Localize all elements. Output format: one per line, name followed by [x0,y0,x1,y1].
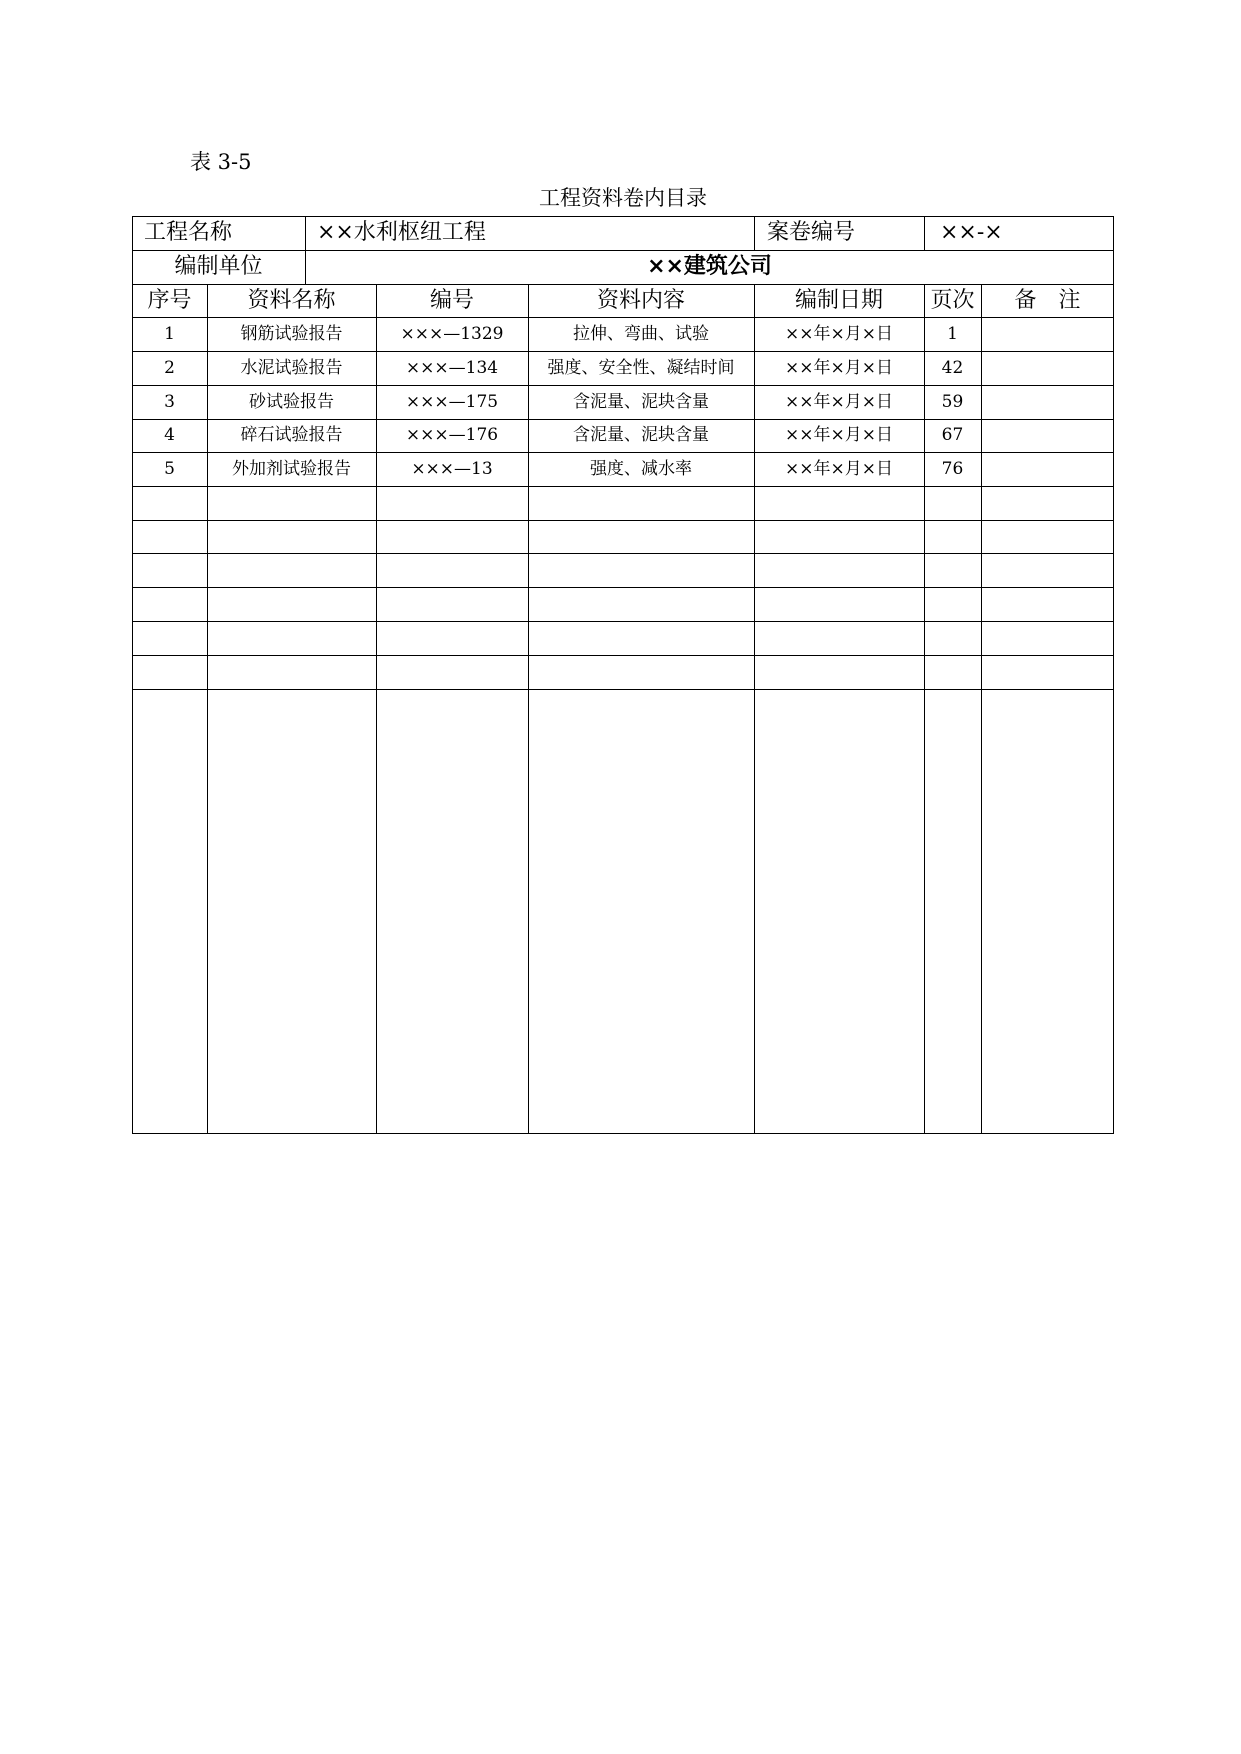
table-divider [132,520,1114,521]
table-divider [132,385,1114,386]
row-index: 1 [164,324,175,344]
row-pages: 1 [947,324,958,344]
row-date: ××年×月×日 [785,391,893,412]
row-remarks [981,351,1114,385]
table-divider [132,250,1114,251]
row-pages: 76 [941,458,964,479]
table-divider [132,317,1114,318]
column-divider [981,284,982,1134]
row-content: 强度、减水率 [590,458,692,479]
table-divider [132,452,1114,453]
column-header-number: 编号 [429,287,474,313]
column-divider [924,216,925,250]
table-border-right [1113,216,1114,1134]
column-divider [528,284,529,1134]
column-divider [207,284,208,1134]
column-header-index: 序号 [147,287,192,313]
row-name: 砂试验报告 [249,391,334,412]
project-name-label: 工程名称 [144,220,233,245]
table-divider [132,655,1114,656]
table-divider [132,419,1114,420]
column-divider [754,284,755,1134]
table-border-left [132,216,133,1134]
column-header-content: 资料内容 [596,287,685,313]
column-divider [305,216,306,284]
table-divider [132,689,1114,690]
table-number-label: 表 3-5 [190,150,252,174]
row-number: ×××—134 [405,357,499,378]
row-pages: 59 [941,391,964,412]
table-divider [132,621,1114,622]
row-remarks [981,452,1114,486]
column-divider [754,216,755,250]
row-name: 外加剂试验报告 [232,458,351,479]
table-border-bottom [132,1133,1114,1134]
row-remarks [981,385,1114,419]
table-divider [132,587,1114,588]
file-number-label: 案卷编号 [767,220,856,245]
row-number: ×××—175 [405,391,499,412]
row-date: ××年×月×日 [785,357,893,378]
row-pages: 67 [941,425,964,445]
row-date: ××年×月×日 [785,425,893,445]
row-name: 钢筋试验报告 [240,324,343,344]
table-divider [132,351,1114,352]
row-remarks [981,419,1114,452]
column-header-name: 资料名称 [247,287,336,313]
row-date: ××年×月×日 [785,324,893,344]
row-content: 含泥量、泥块含量 [573,425,709,445]
compiler-value: ××建筑公司 [647,254,772,279]
column-divider [376,284,377,1134]
table-border-top [132,216,1114,217]
row-content: 强度、安全性、凝结时间 [547,357,735,378]
table-divider [132,284,1114,285]
row-number: ×××—1329 [400,324,504,344]
row-index: 5 [164,458,175,479]
row-pages: 42 [941,357,964,378]
compiler-label: 编制单位 [174,254,263,279]
document-title: 工程资料卷内目录 [539,186,707,210]
file-number-value: ××-× [940,220,1003,245]
row-name: 水泥试验报告 [240,357,343,378]
column-header-date: 编制日期 [794,287,883,313]
table-divider [132,486,1114,487]
project-name-value: ××水利枢纽工程 [317,220,486,245]
row-content: 含泥量、泥块含量 [573,391,709,412]
catalog-table [132,216,1114,1134]
row-name: 碎石试验报告 [240,425,343,445]
column-header-pages: 页次 [930,287,975,313]
column-header-remarks: 备 注 [1014,287,1081,313]
table-divider [132,553,1114,554]
row-index: 4 [164,425,175,445]
row-number: ×××—176 [405,425,499,445]
column-divider [924,284,925,1134]
row-index: 2 [164,357,175,378]
row-date: ××年×月×日 [785,458,893,479]
row-remarks [981,318,1114,351]
row-number: ×××—13 [411,458,493,479]
row-content: 拉伸、弯曲、试验 [573,324,709,344]
row-index: 3 [164,391,175,412]
